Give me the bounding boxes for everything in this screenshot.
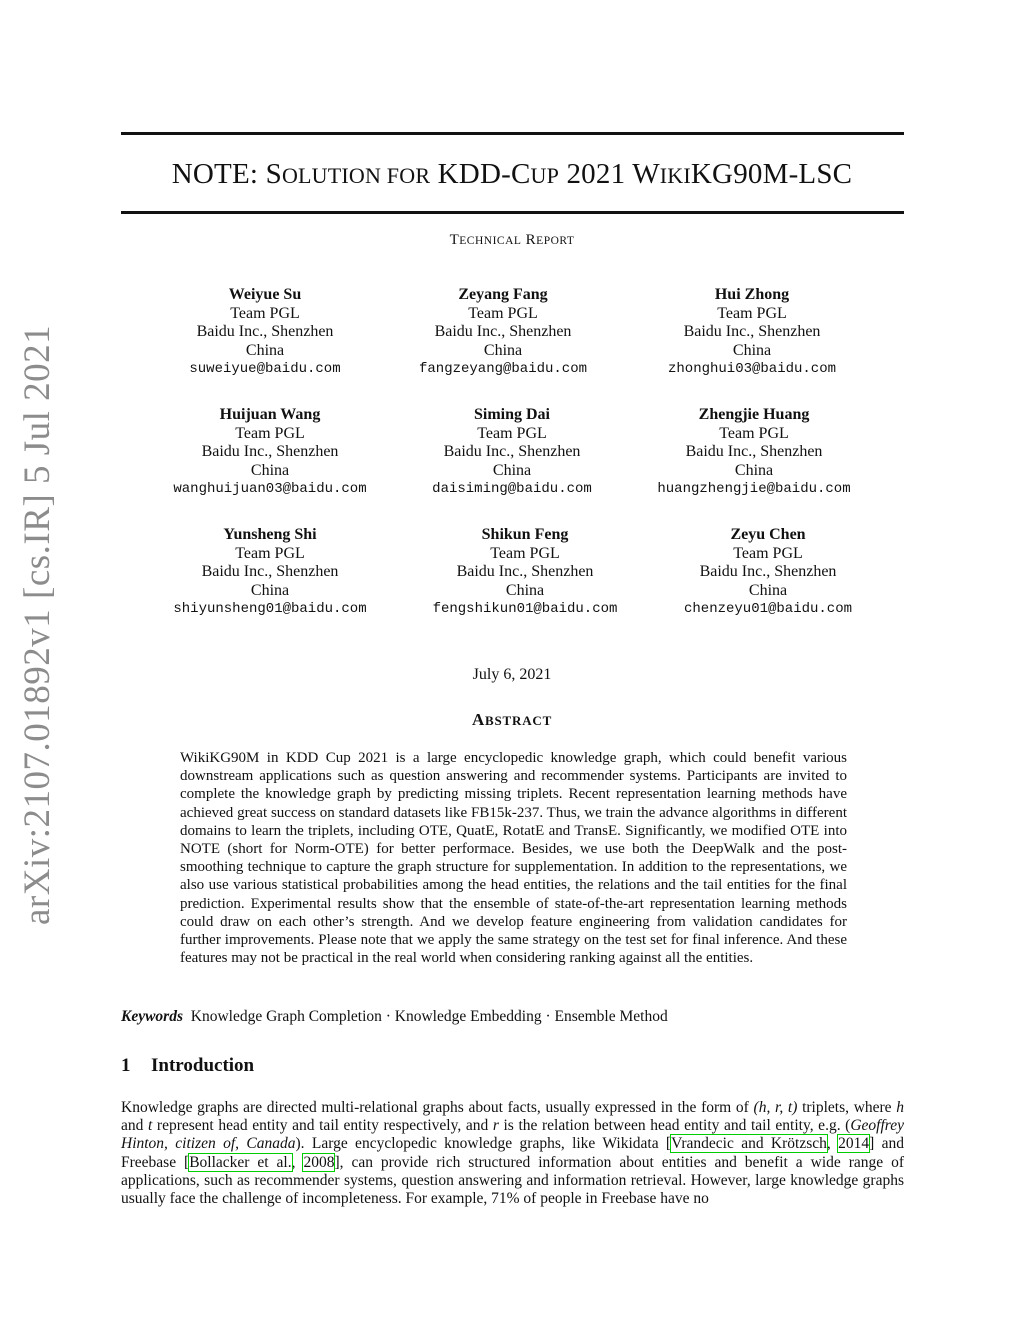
author-name: Siming Dai xyxy=(473,406,550,423)
author-org: Baidu Inc., Shenzhen xyxy=(456,563,594,580)
author-block xyxy=(632,286,872,379)
author-email: wanghuijuan03@baidu.com xyxy=(173,481,367,497)
author-block xyxy=(150,406,390,499)
author-name: Zeyu Chen xyxy=(730,526,806,543)
abstract-heading: ABSTRACT xyxy=(471,710,553,729)
section-heading xyxy=(121,1055,254,1077)
author-team: Team PGL xyxy=(717,304,787,322)
author-name: Hui Zhong xyxy=(714,286,790,303)
author-team: Team PGL xyxy=(235,544,305,562)
author-email: daisiming@baidu.com xyxy=(432,481,592,497)
author-email: shiyunsheng01@baidu.com xyxy=(173,601,367,617)
author-country: China xyxy=(732,341,772,359)
author-team: Team PGL xyxy=(230,304,300,322)
citation-link-2014[interactable]: 2014 xyxy=(838,1135,870,1153)
paper-title: NOTE: SOLUTION FOR KDD-CUP 2021 WIKIKG90M-LSC xyxy=(171,158,853,190)
intro-paragraph: Knowledge graphs are directed multi-relational graphs about facts, usually expressed in the form of (h, r, t) triplets, where h and t represent head entity and tail entity respectively, and r is the relation between head entity and tail entity, e.g. (Geoffrey Hinton, citizen of, Canada). Large encyclopedic knowledge graphs, like Wikidata [Vrandecic and Krötzsch, 2014] and Freebase [Bollacker et al., 2008], can provide rich structured information about entities and benefit a wide range of applications, such as recommender systems, question answering and information retrieval. However, large knowledge graphs usually face the challenge of incompleteness. For example, 71% of people in Freebase have no xyxy=(121,1099,905,1208)
arxiv-stamp: arXiv:2107.01892v1 [cs.IR] 5 Jul 2021 xyxy=(17,324,58,925)
author-country: China xyxy=(245,341,285,359)
keywords-label: Keywords xyxy=(121,1008,183,1025)
author-org: Baidu Inc., Shenzhen xyxy=(443,443,581,460)
author-block xyxy=(145,286,385,379)
author-country: China xyxy=(250,461,290,479)
author-org: Baidu Inc., Shenzhen xyxy=(196,323,334,340)
author-org: Baidu Inc., Shenzhen xyxy=(683,323,821,340)
publication-date: July 6, 2021 xyxy=(472,666,552,683)
author-team: Team PGL xyxy=(477,424,547,442)
report-type: TECHNICAL REPORT xyxy=(449,232,575,248)
author-org: Baidu Inc., Shenzhen xyxy=(201,443,339,460)
author-org: Baidu Inc., Shenzhen xyxy=(685,443,823,460)
author-email: zhonghui03@baidu.com xyxy=(667,361,837,377)
title-bottom-rule xyxy=(121,211,904,214)
author-org: Baidu Inc., Shenzhen xyxy=(201,563,339,580)
author-country: China xyxy=(250,581,290,599)
citation-link-vrandecic[interactable]: Vrandecic and Krötzsch xyxy=(671,1135,827,1153)
author-team: Team PGL xyxy=(490,544,560,562)
author-email: huangzhengjie@baidu.com xyxy=(657,481,851,497)
author-team: Team PGL xyxy=(235,424,305,442)
author-block xyxy=(150,526,390,619)
math-triplet: (h, r, t) xyxy=(753,1099,798,1116)
section-title: Introduction xyxy=(151,1055,255,1076)
author-block xyxy=(392,406,632,499)
author-block xyxy=(383,286,623,379)
author-country: China xyxy=(483,341,523,359)
citation-link-bollacker[interactable]: Bollacker et al. xyxy=(189,1153,292,1171)
author-email: suweiyue@baidu.com xyxy=(189,361,341,377)
author-name: Zeyang Fang xyxy=(458,286,548,303)
author-team: Team PGL xyxy=(733,544,803,562)
author-team: Team PGL xyxy=(468,304,538,322)
section-number: 1 xyxy=(121,1055,131,1076)
author-name: Shikun Feng xyxy=(481,526,569,543)
author-org: Baidu Inc., Shenzhen xyxy=(434,323,572,340)
citation-link-2008[interactable]: 2008 xyxy=(303,1153,335,1171)
author-name: Weiyue Su xyxy=(228,286,302,303)
author-country: China xyxy=(505,581,545,599)
author-country: China xyxy=(748,581,788,599)
author-email: fangzeyang@baidu.com xyxy=(418,361,588,377)
keywords-text: Knowledge Graph Completion · Knowledge Embedding · Ensemble Method xyxy=(190,1008,668,1025)
author-name: Huijuan Wang xyxy=(219,406,321,423)
author-block xyxy=(405,526,645,619)
author-org: Baidu Inc., Shenzhen xyxy=(699,563,837,580)
author-team: Team PGL xyxy=(719,424,789,442)
author-name: Zhengjie Huang xyxy=(698,406,810,423)
title-top-rule xyxy=(121,132,904,135)
author-email: fengshikun01@baidu.com xyxy=(432,601,618,617)
example-triplet: Geoffrey Hinton, citizen of, Canada xyxy=(121,1117,904,1153)
abstract-body: WikiKG90M in KDD Cup 2021 is a large encyclopedic knowledge graph, which could benefit various downstream applications such as question answering and recommender systems. Participants are invited to complete the knowledge graph by predicting missing triplets. Recent representation learning methods have achieved great success on standard datasets like FB15k-237. Thus, we train the advance algorithms in different domains to learn the triplets, including OTE, QuatE, RotatE and TransE. Significantly, we modified OTE into NOTE (short for Norm-OTE) for better performace. Besides, we use both the DeepWalk and the post-smoothing technique to capture the graph structure for supplementation. In addition to the representations, we also use various statistical probabilities among the head entities, the relations and the tail entities for the final prediction. Experimental results show that the ensemble of state-of-the-art representation learning methods could draw on each other’s strength. And we develop feature engineering from validation candidates for further improvements. Please note that we apply the same strategy on the test set for final inference. And these features may not be practical in the real world when considering ranking against all the entities. xyxy=(180,750,847,967)
author-block xyxy=(634,406,874,499)
author-name: Yunsheng Shi xyxy=(223,526,317,543)
author-country: China xyxy=(492,461,532,479)
author-block xyxy=(648,526,888,619)
keywords-line xyxy=(121,1008,668,1026)
author-country: China xyxy=(734,461,774,479)
author-email: chenzeyu01@baidu.com xyxy=(683,601,853,617)
